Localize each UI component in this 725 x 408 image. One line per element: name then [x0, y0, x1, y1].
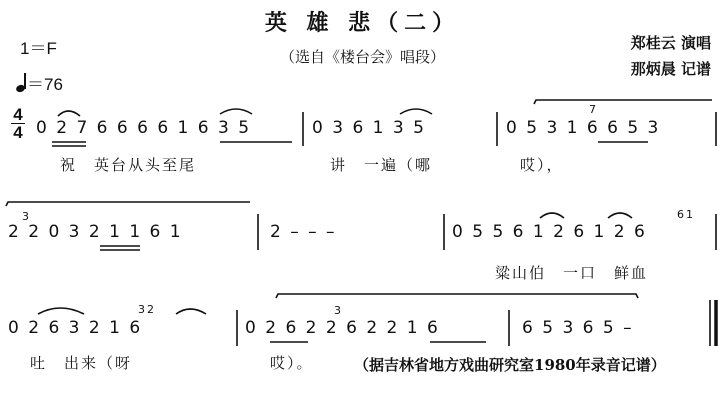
time-signature-bottom: 4	[13, 123, 23, 142]
line2-measure2-notes: 2 – – –	[270, 222, 337, 242]
line1-lyric-1: 祝 英台从头至尾	[60, 156, 197, 174]
grace-note: 7	[589, 103, 598, 116]
slur	[176, 309, 206, 314]
line1-measure3-notes: 0 5 3 1 6 6 5 3	[506, 118, 661, 138]
line3-measure3-notes: 6 5 3 6 5 –	[522, 318, 634, 338]
line1-measure1-notes: 0 2 7 6 6 6 6 1 6 3 5	[36, 118, 252, 138]
phrase-bracket	[276, 294, 638, 298]
phrase-bracket	[534, 100, 712, 104]
slur	[38, 308, 84, 314]
line2-measure1-notes: 2 2 0 3 2 1 1 6 1	[8, 222, 183, 242]
grace-note: 3	[22, 210, 31, 223]
line1-lyric-3: 哎），	[520, 156, 564, 174]
grace-note: 3	[334, 304, 343, 317]
grace-note: 32	[138, 303, 156, 316]
key-signature: 1＝F	[20, 39, 57, 58]
line1-measure2-notes: 0 3 6 1 3 5	[312, 118, 426, 138]
line2-lyric-3: 粱山伯 一口 鲜血	[495, 264, 649, 282]
line3-measure2-notes: 0 2 6 2 2 6 2 2 1 6	[245, 318, 440, 338]
singer-credit: 郑桂云 演唱	[630, 34, 711, 52]
line2-measure3-notes: 0 5 5 6 1 2 6 1 2 6	[452, 222, 647, 242]
slur	[400, 109, 432, 114]
source-note: （据吉林省地方戏曲研究室1980年录音记谱）	[354, 356, 666, 374]
grace-note: 61	[677, 208, 695, 221]
song-title: 英 雄 悲（二）	[264, 10, 461, 36]
transcriber-credit: 那炳晨 记谱	[630, 60, 711, 78]
slur	[58, 111, 80, 116]
line3-lyric-1: 吐 出来（呀	[30, 354, 133, 372]
song-subtitle: （选自《楼台会》唱段）	[279, 48, 445, 66]
line3-lyric-2: 哎）。	[270, 354, 314, 372]
slur	[540, 213, 564, 218]
tempo-value: ＝76	[27, 75, 63, 94]
time-signature-top: 4	[13, 105, 23, 124]
phrase-bracket	[6, 202, 250, 206]
slur	[608, 213, 632, 218]
line1-lyric-2: 讲 一遍（哪	[330, 156, 433, 174]
line3-measure1-notes: 0 2 6 3 2 1 6	[8, 318, 143, 338]
slur	[220, 109, 252, 114]
